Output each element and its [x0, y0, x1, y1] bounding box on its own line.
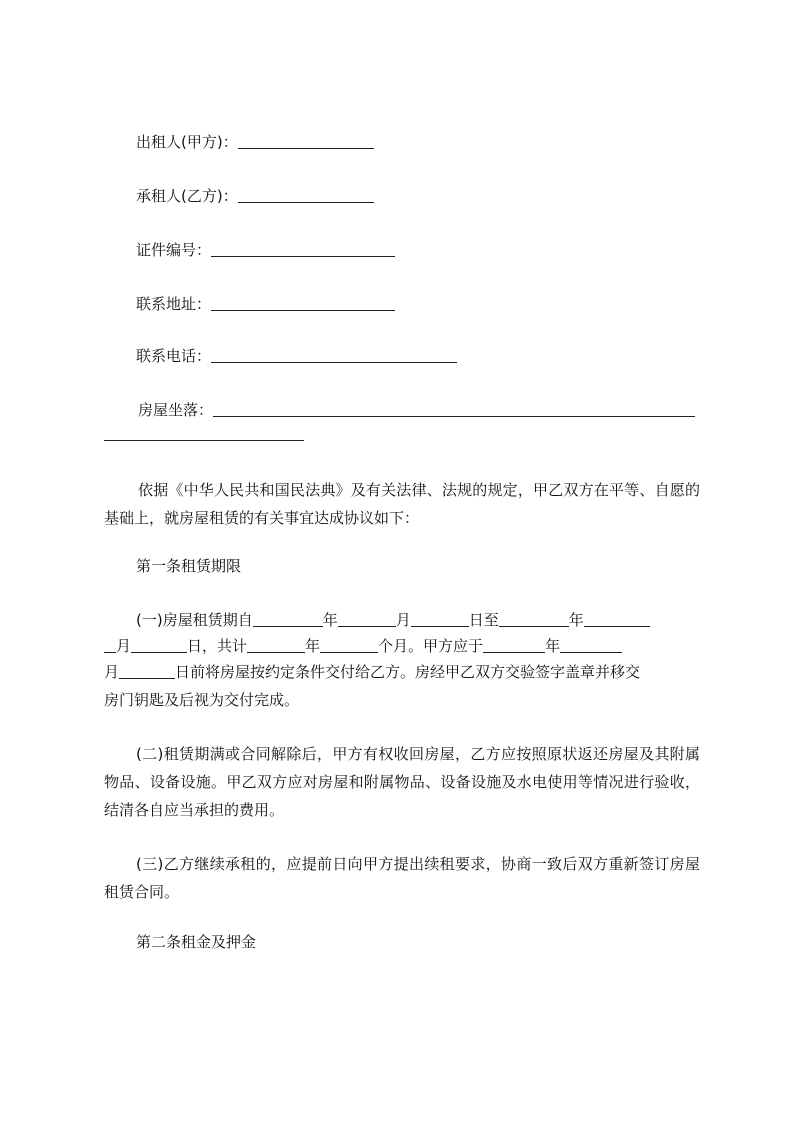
lessee-label: 承租人(乙方)：: [136, 187, 238, 205]
lessor-label: 出租人(甲方)：: [136, 133, 238, 151]
address-label: 联系地址：: [136, 295, 212, 313]
end-month-blank-cont[interactable]: [104, 638, 116, 653]
address-row: [136, 294, 395, 314]
clause1-text-9: 个月。甲方应于: [378, 637, 484, 655]
clause1-text-7: 日，共计: [187, 637, 248, 655]
clause1-text-6: 月: [116, 637, 132, 655]
clause1-text-11: 月: [104, 663, 120, 681]
clause1-line1: [136, 610, 650, 630]
delivery-year-blank[interactable]: [483, 638, 545, 653]
lessee-blank[interactable]: [238, 188, 374, 203]
clause1-text-4: 日至: [468, 611, 499, 629]
location-label: 房屋坐落：: [138, 401, 214, 419]
end-day-blank[interactable]: [131, 638, 187, 653]
start-day-blank[interactable]: [411, 612, 469, 627]
location-row: [138, 400, 695, 420]
address-blank[interactable]: [211, 296, 395, 311]
clause2-paragraph: (二)租赁期满或合同解除后，甲方有权收回房屋，乙方应按照原状返还房屋及其附属物品、设备设施。甲乙双方应对房屋和附属物品、设备设施及水电使用等情况进行验收，结清各自应当承担的费用。: [104, 745, 700, 819]
location-blank[interactable]: [213, 402, 695, 417]
clause1-line3: [104, 662, 640, 682]
total-years-blank[interactable]: [247, 638, 305, 653]
start-year-blank[interactable]: [253, 612, 323, 627]
end-year-blank[interactable]: [499, 612, 569, 627]
clause1-text-13: 房门钥匙及后视为交付完成。: [104, 691, 300, 709]
id-number-label: 证件编号：: [136, 241, 212, 259]
id-number-blank[interactable]: [211, 242, 395, 257]
clause1-text-1: (一)房屋租赁期自: [136, 611, 253, 629]
total-months-blank[interactable]: [320, 638, 378, 653]
clause1-line2: [104, 636, 622, 656]
id-number-row: [136, 240, 395, 260]
location-row-cont: [104, 424, 304, 444]
lessee-row: [136, 186, 374, 206]
clause3-paragraph: (三)乙方继续承租的，应提前日向甲方提出续租要求，协商一致后双方重新签订房屋租赁合同。: [104, 855, 700, 901]
intro-paragraph: 依据《中华人民共和国民法典》及有关法律、法规的规定，甲乙双方在平等、自愿的基础上，就房屋租赁的有关事宜达成协议如下：: [104, 481, 700, 527]
phone-row: [136, 346, 457, 366]
article1-heading: 第一条租赁期限: [136, 557, 242, 575]
clause1-text-10: 年: [545, 637, 561, 655]
location-blank-cont[interactable]: [104, 426, 304, 441]
end-month-blank[interactable]: [584, 612, 650, 627]
lessor-blank[interactable]: [238, 134, 374, 149]
clause1-text-2: 年: [322, 611, 338, 629]
clause1-text-12: 日前将房屋按约定条件交付给乙方。房经甲乙双方交验签字盖章并移交: [175, 663, 641, 681]
delivery-month-blank[interactable]: [560, 638, 622, 653]
article2-heading: 第二条租金及押金: [136, 933, 257, 951]
phone-blank[interactable]: [211, 348, 457, 363]
clause1-line4: [104, 690, 299, 710]
phone-label: 联系电话：: [136, 347, 212, 365]
lessor-row: [136, 132, 374, 152]
clause1-text-8: 年: [305, 637, 321, 655]
clause1-text-5: 年: [568, 611, 584, 629]
start-month-blank[interactable]: [338, 612, 396, 627]
clause1-text-3: 月: [395, 611, 411, 629]
delivery-day-blank[interactable]: [119, 664, 175, 679]
